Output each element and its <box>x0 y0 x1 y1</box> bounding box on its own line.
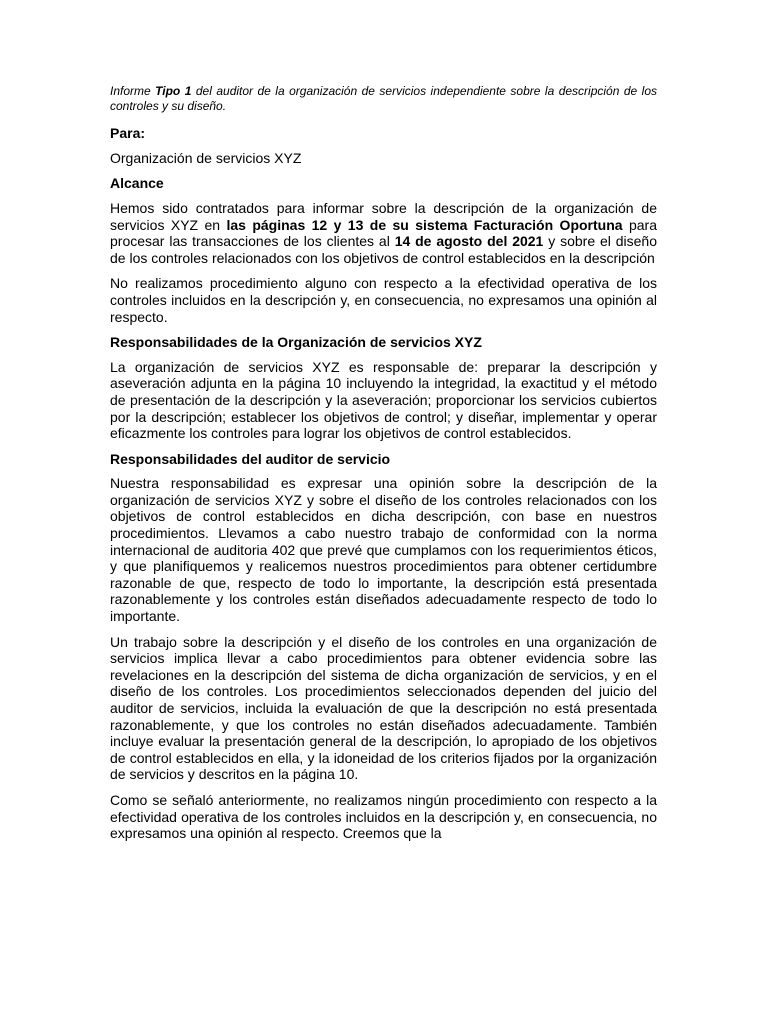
auditor-responsibilities-paragraph-2: Un trabajo sobre la descripción y el diseño de los controles en una organización de servicios implica llevar a cabo procedimientos para obtener evidencia sobre las revelaciones en la descripción del sistema de dicha organización de servicios, y en el diseño de los controles. Los procedimientos seleccionados dependen del juicio del auditor de servicios, incluida la evaluación de que la descripción no está presentada razonablemente, y que los controles no están diseñados adecuadamente. También incluye evaluar la presentación general de la descripción, lo apropiado de los objetivos de control establecidos en ella, y la idoneidad de los criterios fijados por la organización de servicios y descritos en la página 10. <box>110 633 657 783</box>
scope-p1-text-3: y sobre el diseño de los controles relacionados con los objetivos de control establecidos en la descripción <box>110 233 657 266</box>
auditor-responsibilities-paragraph-1: Nuestra responsabilidad es expresar una opinión sobre la descripción de la organización de servicios XYZ y sobre el diseño de los controles relacionados con los objetivos de control establecidos en dicha descripción, con base en nuestros procedimientos. Llevamos a cabo nuestro trabajo de conformidad con la norma internacional de auditoria 402 que prevé que cumplamos con los requerimientos éticos, y que planifiquemos y realicemos nuestros procedimientos para obtener certidumbre razonable de que, respecto de todo lo importante, la descripción está presentada razonablemente y los controles están diseñados adecuadamente respecto de todo lo importante. <box>110 475 657 625</box>
scope-p1-bold-2: 14 de agosto del 2021 <box>394 233 544 250</box>
scope-paragraph-2: No realizamos procedimiento alguno con respecto a la efectividad operativa de los controles incluidos en la descripción y, en consecuencia, no expresamos una opinión al respecto. <box>110 275 657 325</box>
document-page <box>110 84 657 851</box>
intro-type-bold: Tipo 1 <box>155 84 192 98</box>
scope-paragraph-1 <box>110 200 657 266</box>
scope-p1-text-1: Hemos sido contratados para informar sobre la descripción de la organización de servicios XYZ en <box>110 199 657 233</box>
to-heading: Para: <box>110 125 146 142</box>
scope-p1-text-2: para procesar las transacciones de los clientes al <box>110 216 657 250</box>
intro-text-2: del auditor de la organización de servicios independiente sobre la descripción de los controles y su diseño. <box>110 84 658 113</box>
auditor-responsibilities-paragraph-3: Como se señaló anteriormente, no realizamos ningún procedimiento con respecto a la efectividad operativa de los controles incluidos en la descripción y, en consecuencia, no expresamos una opinión al respecto. Creemos que la <box>110 791 657 842</box>
org-responsibilities-heading: Responsabilidades de la Organización de servicios XYZ <box>110 334 482 351</box>
auditor-responsibilities-heading: Responsabilidades del auditor de servicio <box>110 450 391 467</box>
org-responsibilities-paragraph: La organización de servicios XYZ es responsable de: preparar la descripción y aseveración adjunta en la página 10 incluyendo la integridad, la exactitud y el método de presentación de la descripción y la aseveración; proporcionar los servicios cubiertos por la descripción; establecer los objetivos de control; y diseñar, implementar y operar eficazmente los controles para lograr los objetivos de control establecidos. <box>110 358 657 442</box>
to-recipient: Organización de servicios XYZ <box>110 149 302 166</box>
scope-heading: Alcance <box>110 175 164 192</box>
scope-p1-bold-1: las páginas 12 y 13 de su sistema Facturación Oportuna <box>226 216 623 233</box>
intro-text-1: Informe <box>110 84 156 98</box>
report-intro <box>110 84 657 113</box>
